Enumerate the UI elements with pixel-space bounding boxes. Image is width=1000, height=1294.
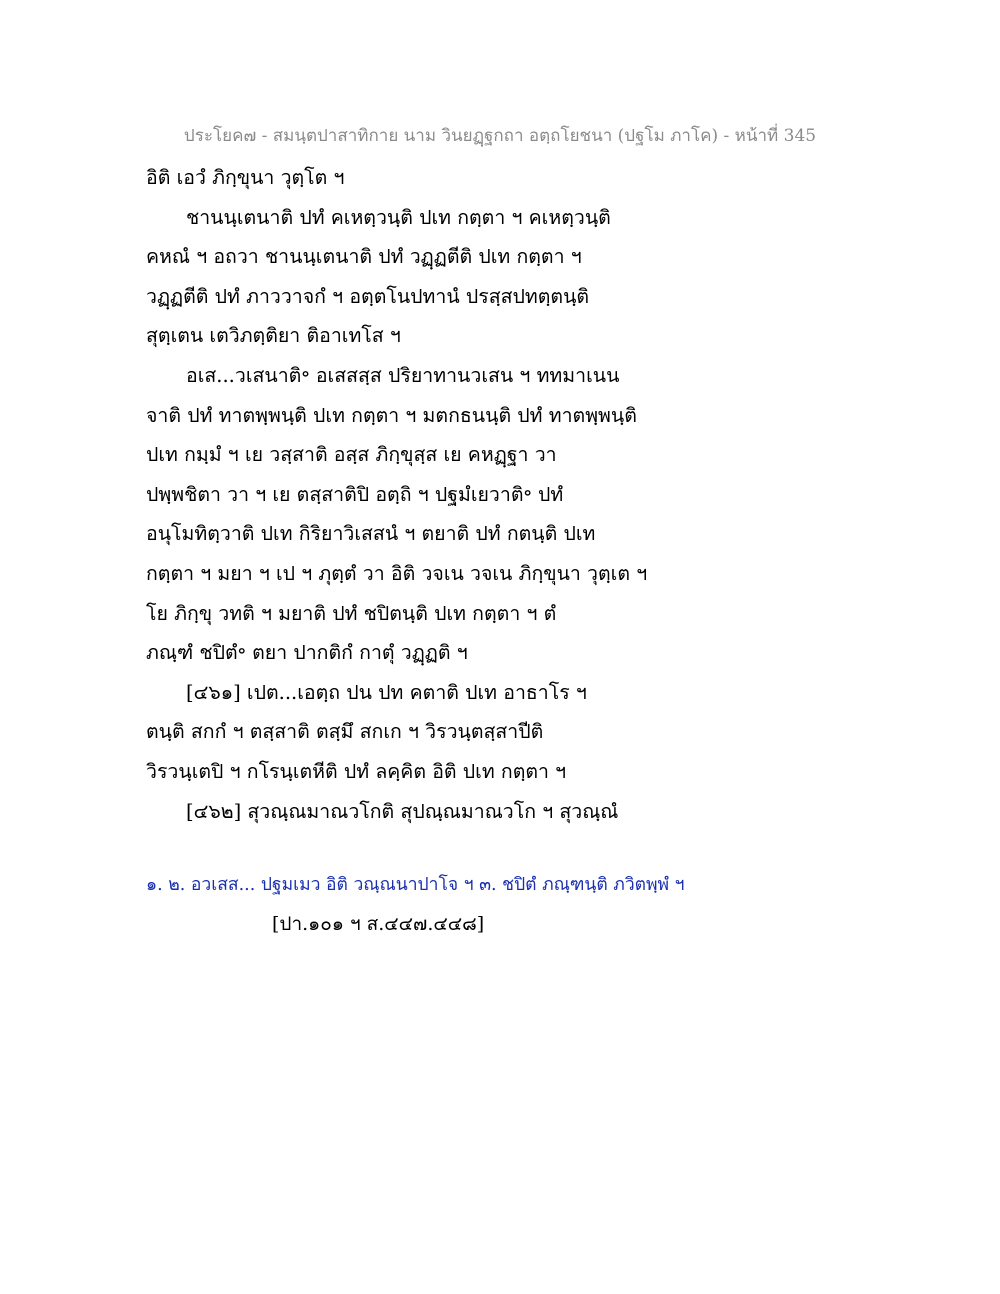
body-line: ปเท กมฺมํ ฯ เย วสฺสาติ อสฺส ภิกฺขุสฺส เย คหฏฺฐา วา — [146, 443, 557, 467]
body-line: สุตฺเตน เตวิภตฺติยา ติอาเทโส ฯ — [146, 324, 401, 348]
body-line: ตนฺติ สกกํ ฯ ตสฺสาติ ตสฺมึ สกเก ฯ วิรวนฺตสฺสาปีติ — [146, 720, 544, 744]
body-line: คหณํ ฯ อถวา ชานนฺเตนาติ ปทํ วฏฺฏตีติ ปเท กตฺตา ฯ — [146, 245, 582, 269]
body-line: ปพฺพชิตา วา ฯ เย ตสฺสาติปิ อตฺถิ ฯ ปฐมํเยวาติ॰ ปทํ — [146, 482, 564, 506]
body-line: อิติ เอวํ ภิกฺขุนา วุตฺโต ฯ — [146, 166, 345, 189]
page-header: ประโยค๗ - สมนฺตปาสาทิกาย นาม วินยฏฺฐกถา อตฺถโยชนา (ปฐโม ภาโค) - หน้าที่ 345 — [183, 126, 817, 146]
body-line: วฏฺฏตีติ ปทํ ภาววาจกํ ฯ อตฺตโนปทานํ ปรสฺสปทตฺตนฺติ — [146, 284, 590, 308]
body-line: ชานนฺเตนาติ ปทํ คเหตฺวนฺติ ปเท กตฺตา ฯ คเหตฺวนฺติ — [186, 205, 611, 229]
body-line: จาติ ปทํ ทาตพฺพนฺติ ปเท กตฺตา ฯ มตกธนนฺติ ปทํ ทาตพฺพนฺติ — [146, 403, 637, 427]
body-line: โย ภิกฺขุ วทติ ฯ มยาติ ปทํ ชปิตนฺติ ปเท กตฺตา ฯ ตํ — [146, 601, 557, 625]
body-line: [๔๖๒] สุวณฺณมาณวโกติ สุปณฺณมาณวโก ฯ สุวณฺณํ — [186, 799, 619, 823]
footnote-line: ๑. ๒. อวเสส... ปฐมเมว อิติ วณฺณนาปาโจ ฯ ๓. ชปิตํ ภณฺฑนฺติ ภวิตพฺพํ ฯ — [146, 875, 685, 895]
body-line: [๔๖๑] เปต...เอตฺถ ปน ปท คตาติ ปเท อาธาโร ฯ — [186, 680, 587, 704]
page-reference: [ปา.๑๐๑ ฯ ส.๔๔๗.๔๔๘] — [272, 913, 485, 935]
body-line: อนุโมทิตฺวาติ ปเท กิริยาวิเสสนํ ฯ ตยาติ ปทํ กตนฺติ ปเท — [146, 522, 596, 546]
body-line: อเส...วเสนาติ॰ อเสสสฺส ปริยาทานวเสน ฯ ททมาเนน — [186, 363, 620, 387]
body-line: ภณฺฑํ ชปิตํ॰ ตยา ปากติกํ กาตุํ วฏฺฏติ ฯ — [146, 641, 468, 665]
body-line: วิรวนฺเตปิ ฯ กโรนฺเตหีติ ปทํ ลคฺคิต อิติ ปเท กตฺตา ฯ — [146, 759, 567, 783]
footnotes — [146, 868, 866, 902]
body-line: กตฺตา ฯ มยา ฯ เป ฯ ภุตฺตํ วา อิติ วจเน วจเน ภิกฺขุนา วุตฺเต ฯ — [146, 561, 648, 585]
body-text — [146, 158, 866, 831]
